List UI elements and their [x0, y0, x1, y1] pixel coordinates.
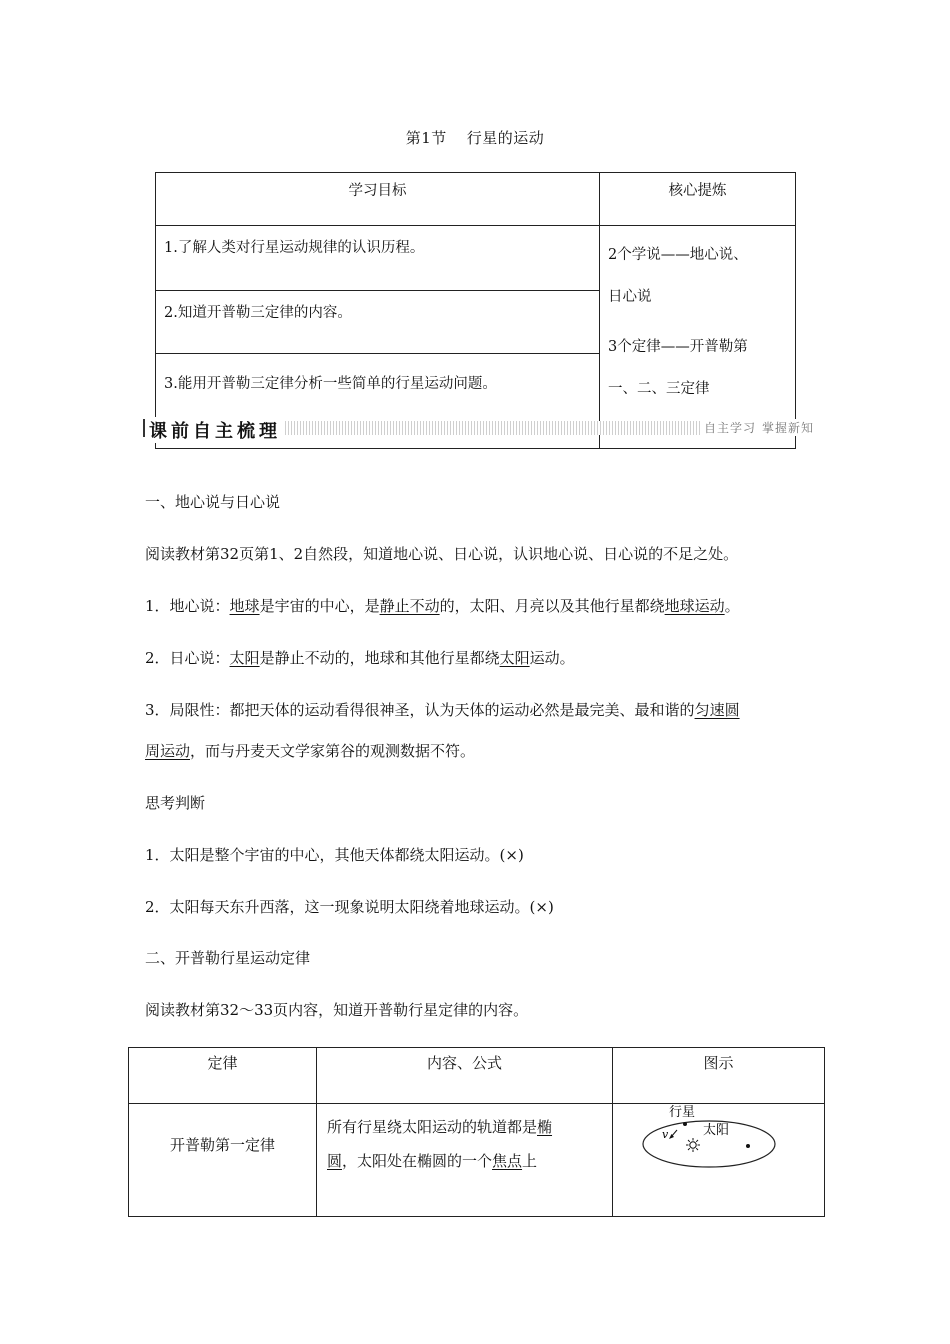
elliptical-orbit-diagram	[613, 1104, 825, 1212]
judgement-item: 1．太阳是整个宇宙的中心，其他天体都绕太阳运动。(×)	[145, 846, 524, 864]
limitation-item-line2: 周运动，而与丹麦天文学家第谷的观测数据不符。	[145, 742, 476, 760]
law-name: 开普勒第一定律	[129, 1104, 317, 1217]
core-line: 3个定律——开普勒第	[608, 339, 748, 355]
blank-answer: 周运动	[145, 742, 191, 760]
sun-icon	[686, 1138, 700, 1152]
blank-answer: 静止不动	[379, 597, 440, 615]
section-banner	[143, 415, 818, 440]
reading-instruction: 阅读教材第32页第1、2自然段，知道地心说、日心说，认识地心说、日心说的不足之处。	[145, 545, 739, 563]
banner-bar	[143, 419, 145, 437]
page-title	[0, 127, 950, 148]
sun-label: 太阳	[703, 1123, 730, 1138]
banner-sub1: 自主学习	[703, 421, 756, 435]
reading-instruction: 阅读教材第32～33页内容，知道开普勒行星定律的内容。	[145, 1001, 529, 1019]
planet-dot	[683, 1122, 687, 1126]
goal-item: 2.知道开普勒三定律的内容。	[156, 291, 600, 354]
blank-answer: 太阳	[229, 649, 260, 667]
blank-answer: 地球	[229, 597, 260, 615]
core-line: 2个学说——地心说、	[608, 247, 748, 263]
blank-answer: 椭	[537, 1118, 553, 1136]
section-name: 行星的运动	[466, 129, 545, 147]
blank-answer: 焦点	[492, 1152, 523, 1170]
geocentric-item: 1．地心说：地球是宇宙的中心，是静止不动的，太阳、月亮以及其他行星都绕地球运动。	[145, 597, 740, 615]
banner-title: 课前自主梳理	[149, 417, 285, 443]
learning-goals-table	[155, 172, 796, 449]
focus-dot	[746, 1144, 750, 1148]
blank-answer: 地球运动	[664, 597, 725, 615]
banner-sub2: 掌握新知	[761, 421, 814, 435]
core-line: 一、二、三定律	[608, 381, 710, 397]
orbit-figure-cell	[613, 1104, 825, 1217]
blank-answer: 太阳	[499, 649, 530, 667]
goals-header: 学习目标	[156, 173, 600, 226]
core-line: 日心说	[608, 289, 652, 305]
goal-item: 1.了解人类对行星运动规律的认识历程。	[156, 226, 600, 291]
velocity-label: v	[662, 1128, 669, 1141]
core-header: 核心提炼	[600, 173, 796, 226]
blank-answer: 匀速圆	[694, 701, 740, 719]
goal-item: 3.能用开普勒三定律分析一些简单的行星运动问题。	[156, 354, 600, 449]
judgement-item: 2．太阳每天东升西落，这一现象说明太阳绕着地球运动。(×)	[145, 898, 554, 916]
planet-label: 行星	[669, 1105, 696, 1120]
heliocentric-item: 2．日心说：太阳是静止不动的，地球和其他行星都绕太阳运动。	[145, 649, 575, 667]
think-heading: 思考判断	[145, 794, 206, 812]
laws-header-law: 定律	[129, 1048, 317, 1104]
section-number: 第1节	[405, 129, 447, 147]
laws-header-figure: 图示	[613, 1048, 825, 1104]
law-content: 所有行星绕太阳运动的轨道都是椭 圆，太阳处在椭圆的一个焦点上	[317, 1104, 613, 1217]
section-heading: 二、开普勒行星运动定律	[145, 949, 311, 967]
laws-header-content: 内容、公式	[317, 1048, 613, 1104]
blank-answer: 圆	[327, 1152, 343, 1170]
banner-subtitle	[700, 419, 814, 436]
section-heading: 一、地心说与日心说	[145, 493, 281, 511]
kepler-laws-table	[128, 1047, 825, 1217]
limitation-item-line1: 3．局限性：都把天体的运动看得很神圣，认为天体的运动必然是最完美、最和谐的匀速圆	[145, 701, 740, 719]
